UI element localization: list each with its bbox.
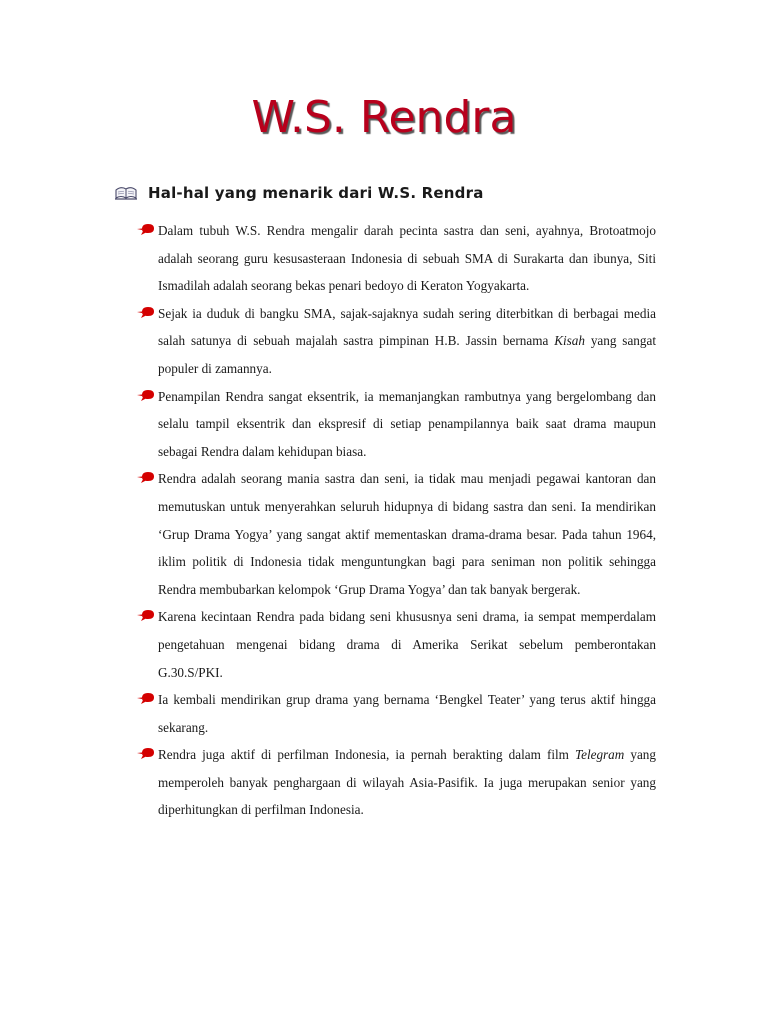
speech-bubble-icon [136,691,156,707]
list-item-text: Penampilan Rendra sangat eksentrik, ia memanjangkan rambutnya yang bergelombang dan selalu tampil eksentrik dan ekspresif di setiap penampilannya baik saat drama maupun sebagai Rendra dalam kehidupan biasa. [158,388,656,459]
speech-bubble-icon [136,222,156,238]
speech-bubble-icon [136,470,156,486]
list-item-text [158,747,656,817]
page-title: W.S. Rendra [251,92,517,143]
book-icon [114,185,138,201]
list-item-text-part: Rendra juga aktif di perfilman Indonesia, ia pernah berakting dalam film [158,747,575,763]
list-item-text [158,306,656,376]
film-title: Telegram [574,747,625,763]
section-heading [114,184,484,202]
list-item-text: Rendra adalah seorang mania sastra dan seni, ia tidak mau menjadi pegawai kantoran dan memutuskan untuk menyerahkan seluruh hidupnya di bidang sastra dan seni. Ia mendirikan ‘Grup Drama Yogya’ yang sangat aktif mementaskan drama-drama besar. Pada tahun 1964, iklim politik di Indonesia tidak menguntungkan bagi para seniman non politik sehingga Rendra membubarkan kelompok ‘Grup Drama Yogya’ dan tak banyak bergerak. [158,471,656,597]
list-item-text-part: yang memperoleh banyak penghargaan di wilayah Asia-Pasifik. Ia juga merupakan senior yang diperhitungkan di perfilman Indonesia. [158,747,656,818]
bullet-list [134,217,656,824]
section-heading-text: Hal-hal yang menarik dari W.S. Rendra [148,184,484,202]
magazine-title: Kisah [554,333,585,349]
list-item [134,603,656,686]
speech-bubble-icon [136,746,156,762]
list-item [134,383,656,466]
list-item [134,300,656,383]
speech-bubble-icon [136,388,156,404]
list-item [134,741,656,824]
list-item-text-part: yang sangat populer di zamannya. [158,333,656,376]
speech-bubble-icon [136,305,156,321]
list-item [134,465,656,603]
list-item-text: Karena kecintaan Rendra pada bidang seni khususnya seni drama, ia sempat memperdalam pengetahuan mengenai bidang drama di Amerika Serikat sebelum pemberontakan G.30.S/PKI. [158,609,656,680]
list-item-text: Ia kembali mendirikan grup drama yang bernama ‘Bengkel Teater’ yang terus aktif hingga sekarang. [158,692,656,735]
list-item-text-part: Sejak ia duduk di bangku SMA, sajak-sajaknya sudah sering diterbitkan di berbagai media salah satunya di sebuah majalah sastra pimpinan H.B. Jassin bernama [158,305,656,349]
list-item-text: Dalam tubuh W.S. Rendra mengalir darah pecinta sastra dan seni, ayahnya, Brotoatmojo adalah seorang guru kesusasteraan Indonesia di sebuah SMA di Surakarta dan ibunya, Siti Ismadilah adalah seorang bekas penari bedoyo di Keraton Yogyakarta. [158,223,656,294]
list-item [134,217,656,300]
list-item [134,686,656,741]
speech-bubble-icon [136,608,156,624]
